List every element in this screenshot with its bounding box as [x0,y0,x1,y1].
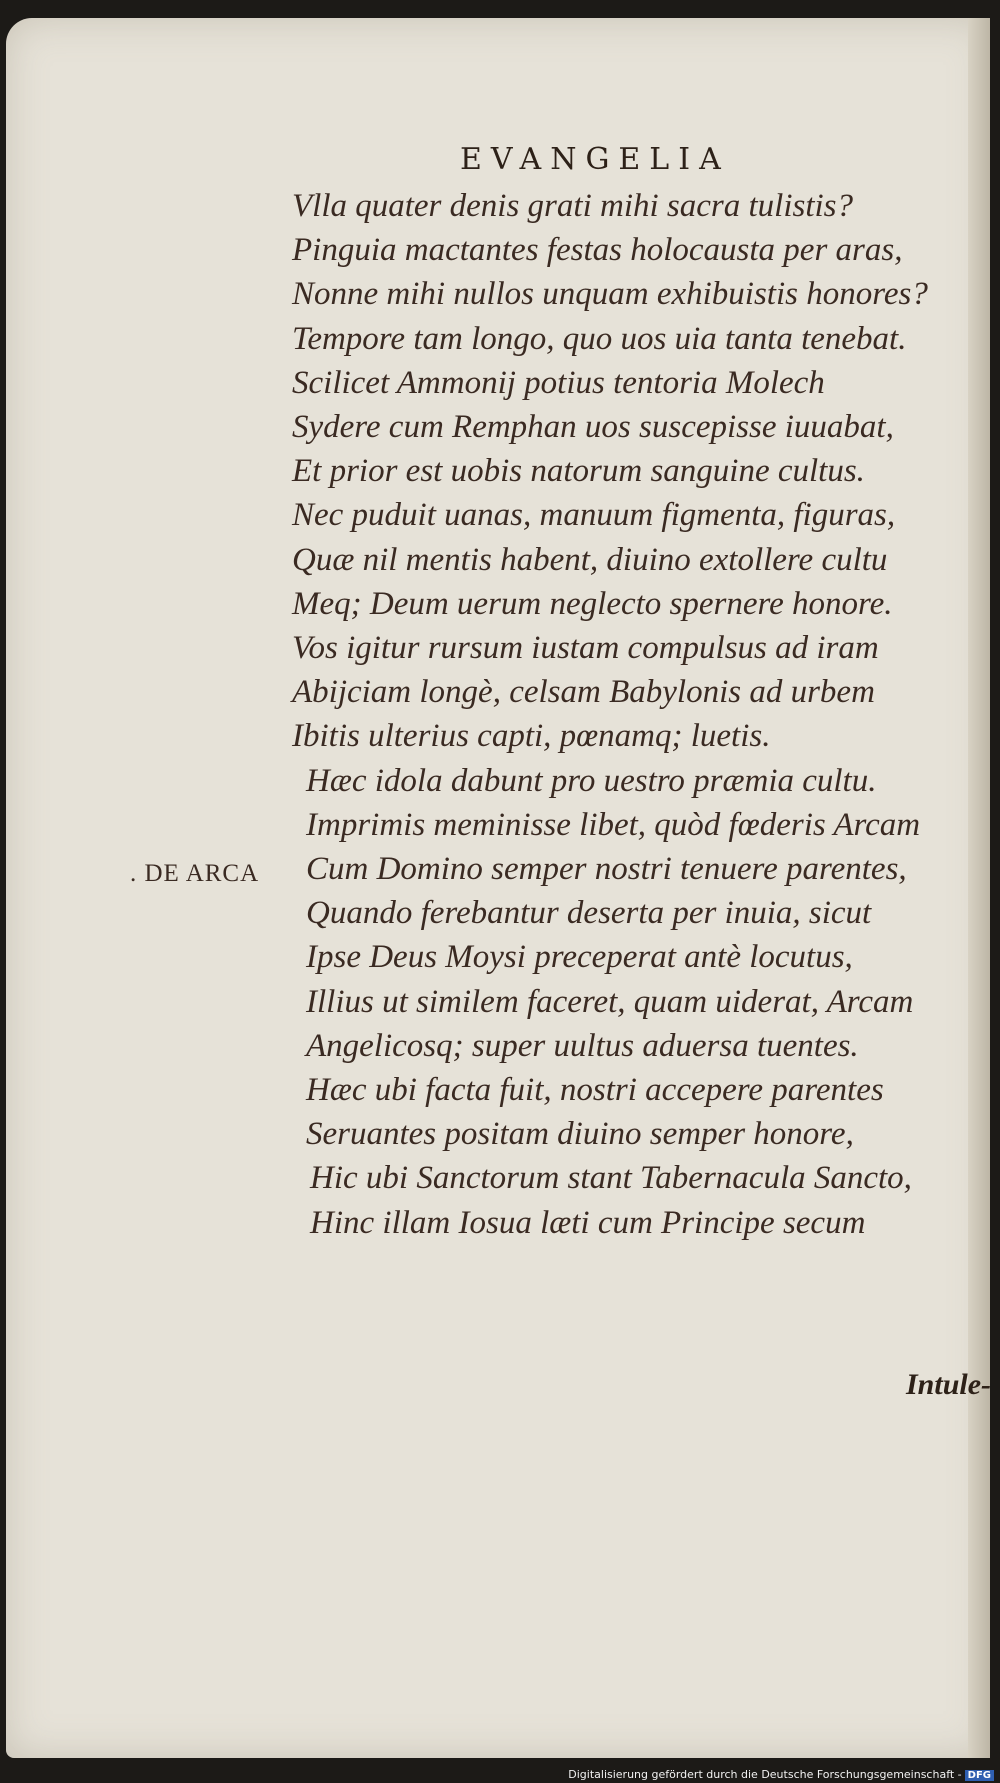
verse-line: Hæc idola dabunt pro uestro præmia cultu. [306,762,877,799]
verse-line: Ipse Deus Moysi preceperat antè locutus, [306,939,853,976]
catchword: Intule- [906,1368,992,1401]
verse-line: Angelicosq; super uultus aduersa tuentes. [306,1027,859,1064]
verse-line: Hinc illam Iosua læti cum Principe secum [310,1204,866,1241]
verse-line: Scilicet Ammonij potius tentoria Molech [292,364,825,401]
verse-line: Vlla quater denis grati mihi sacra tulistis? [292,188,854,224]
dfg-logo: DFG [965,1770,994,1781]
verse-line: Vos igitur rursum iustam compulsus ad iram [292,630,879,666]
footer-text: Digitalisierung gefördert durch die Deutsche Forschungsgemeinschaft - [568,1768,962,1781]
verse-line: Et prior est uobis natorum sanguine cultus. [292,453,865,490]
verse-line: Nonne mihi nullos unquam exhibuistis honores? [292,276,928,313]
side-note: . DE ARCA [130,860,260,887]
verse-line: Hic ubi Sanctorum stant Tabernacula Sancto, [310,1160,912,1197]
digitization-footer [568,1768,994,1781]
verse-line: Nec puduit uanas, manuum figmenta, figuras, [292,497,896,534]
running-heading: EVANGELIA [460,142,730,177]
verse-line: Cum Domino semper nostri tenuere parentes, [306,851,907,887]
verse-line: Pinguia mactantes festas holocausta per aras, [292,232,903,269]
verse-line: Abijciam longè, celsam Babylonis ad urbem [292,674,875,711]
verse-line: Sydere cum Remphan uos suscepisse iuuabat, [292,409,894,445]
page-gutter [968,18,990,1758]
verse-line: Seruantes positam diuino semper honore, [306,1116,854,1153]
verse-line: Imprimis meminisse libet, quòd fœderis Arcam [306,806,921,843]
verse-line: Hæc ubi facta fuit, nostri accepere parentes [306,1072,884,1108]
verse-line: Meq; Deum uerum neglecto spernere honore. [292,585,893,622]
verse-line: Quando ferebantur deserta per inuia, sicut [306,895,872,932]
verse-line: Tempore tam longo, quo uos uia tanta tenebat. [292,320,907,357]
verse-line: Quæ nil mentis habent, diuino extollere cultu [292,541,888,578]
verse-line: Illius ut similem faceret, quam uiderat, Arcam [306,983,914,1020]
verse-line: Ibitis ulterius capti, pœnamq; luetis. [292,718,771,755]
